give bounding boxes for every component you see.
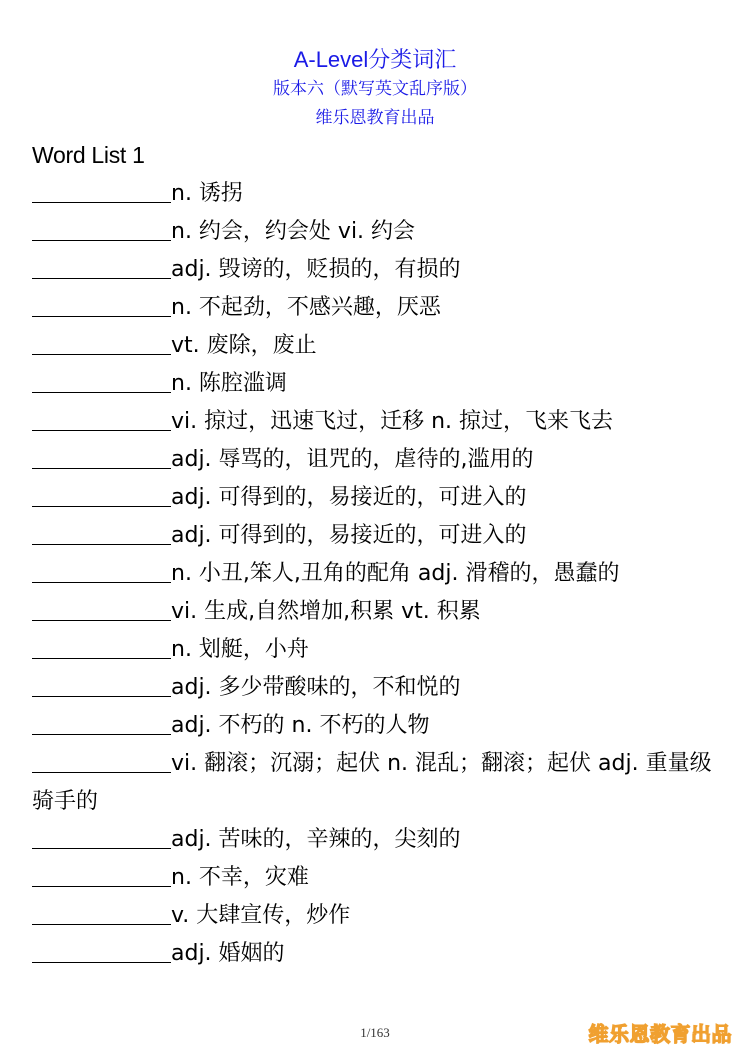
document-subtitle: 版本六（默写英文乱序版） bbox=[273, 79, 477, 99]
answer-blank[interactable] bbox=[32, 522, 171, 545]
vocab-entry bbox=[32, 517, 722, 555]
vocab-entry bbox=[32, 631, 722, 669]
vocab-entry bbox=[32, 935, 722, 973]
answer-blank[interactable] bbox=[32, 370, 171, 393]
vocabulary-list bbox=[32, 175, 722, 973]
entry-definition: n. 不起劲，不感兴趣，厌恶 bbox=[171, 295, 441, 320]
entry-definition: n. 诱拐 bbox=[171, 181, 243, 206]
vocab-entry bbox=[32, 251, 722, 289]
answer-blank[interactable] bbox=[32, 902, 171, 925]
vocab-entry bbox=[32, 669, 722, 707]
publisher-line: 维乐恩教育出品 bbox=[315, 108, 435, 128]
entry-definition: adj. 苦味的，辛辣的，尖刻的 bbox=[171, 827, 461, 852]
vocab-entry bbox=[32, 897, 722, 935]
answer-blank[interactable] bbox=[32, 332, 171, 355]
answer-blank[interactable] bbox=[32, 674, 171, 697]
vocab-entry bbox=[32, 479, 722, 517]
vocab-entry bbox=[32, 821, 722, 859]
entry-definition: adj. 多少带酸味的，不和悦的 bbox=[171, 675, 461, 700]
vocab-entry bbox=[32, 403, 722, 441]
answer-blank[interactable] bbox=[32, 598, 171, 621]
entry-definition: vi. 掠过，迅速飞过，迁移 n. 掠过，飞来飞去 bbox=[171, 409, 614, 434]
answer-blank[interactable] bbox=[32, 294, 171, 317]
answer-blank[interactable] bbox=[32, 750, 171, 773]
answer-blank[interactable] bbox=[32, 864, 171, 887]
entry-definition: adj. 可得到的，易接近的，可进入的 bbox=[171, 485, 527, 510]
entry-definition: adj. 辱骂的，诅咒的，虐待的,滥用的 bbox=[171, 447, 534, 472]
vocab-entry bbox=[32, 365, 722, 403]
vocab-entry bbox=[32, 327, 722, 365]
answer-blank[interactable] bbox=[32, 712, 171, 735]
page-number: 1/163 bbox=[360, 1025, 390, 1040]
answer-blank[interactable] bbox=[32, 940, 171, 963]
word-list-heading: Word List 1 bbox=[32, 142, 145, 168]
entry-definition: adj. 毁谤的，贬损的，有损的 bbox=[171, 257, 461, 282]
vocab-entry bbox=[32, 213, 722, 251]
entry-definition: n. 约会，约会处 vi. 约会 bbox=[171, 219, 416, 244]
entry-definition: vt. 废除，废止 bbox=[171, 333, 317, 358]
answer-blank[interactable] bbox=[32, 446, 171, 469]
entry-definition: vi. 翻滚；沉溺；起伏 n. 混乱；翻滚；起伏 adj. 重量级骑手的 bbox=[32, 751, 712, 814]
answer-blank[interactable] bbox=[32, 180, 171, 203]
entry-definition: adj. 可得到的，易接近的，可进入的 bbox=[171, 523, 527, 548]
entry-definition: n. 小丑,笨人,丑角的配角 adj. 滑稽的，愚蠢的 bbox=[171, 561, 620, 586]
entry-definition: v. 大肆宣传，炒作 bbox=[171, 903, 351, 928]
vocab-entry bbox=[32, 175, 722, 213]
vocab-entry bbox=[32, 745, 722, 821]
answer-blank[interactable] bbox=[32, 636, 171, 659]
answer-blank[interactable] bbox=[32, 484, 171, 507]
answer-blank[interactable] bbox=[32, 218, 171, 241]
document-header bbox=[0, 46, 750, 131]
vocab-entry bbox=[32, 555, 722, 593]
vocab-entry bbox=[32, 289, 722, 327]
vocab-entry bbox=[32, 707, 722, 745]
entry-definition: adj. 不朽的 n. 不朽的人物 bbox=[171, 713, 430, 738]
vocab-entry bbox=[32, 593, 722, 631]
entry-definition: n. 划艇，小舟 bbox=[171, 637, 309, 662]
vocab-entry bbox=[32, 859, 722, 897]
entry-definition: adj. 婚姻的 bbox=[171, 941, 285, 966]
publisher-watermark: 维乐恩教育出品 bbox=[588, 1022, 732, 1046]
entry-definition: vi. 生成,自然增加,积累 vt. 积累 bbox=[171, 599, 481, 624]
answer-blank[interactable] bbox=[32, 826, 171, 849]
answer-blank[interactable] bbox=[32, 256, 171, 279]
vocab-entry bbox=[32, 441, 722, 479]
answer-blank[interactable] bbox=[32, 560, 171, 583]
entry-definition: n. 陈腔滥调 bbox=[171, 371, 287, 396]
answer-blank[interactable] bbox=[32, 408, 171, 431]
entry-definition: n. 不幸，灾难 bbox=[171, 865, 309, 890]
document-title: A-Level分类词汇 bbox=[293, 47, 457, 72]
